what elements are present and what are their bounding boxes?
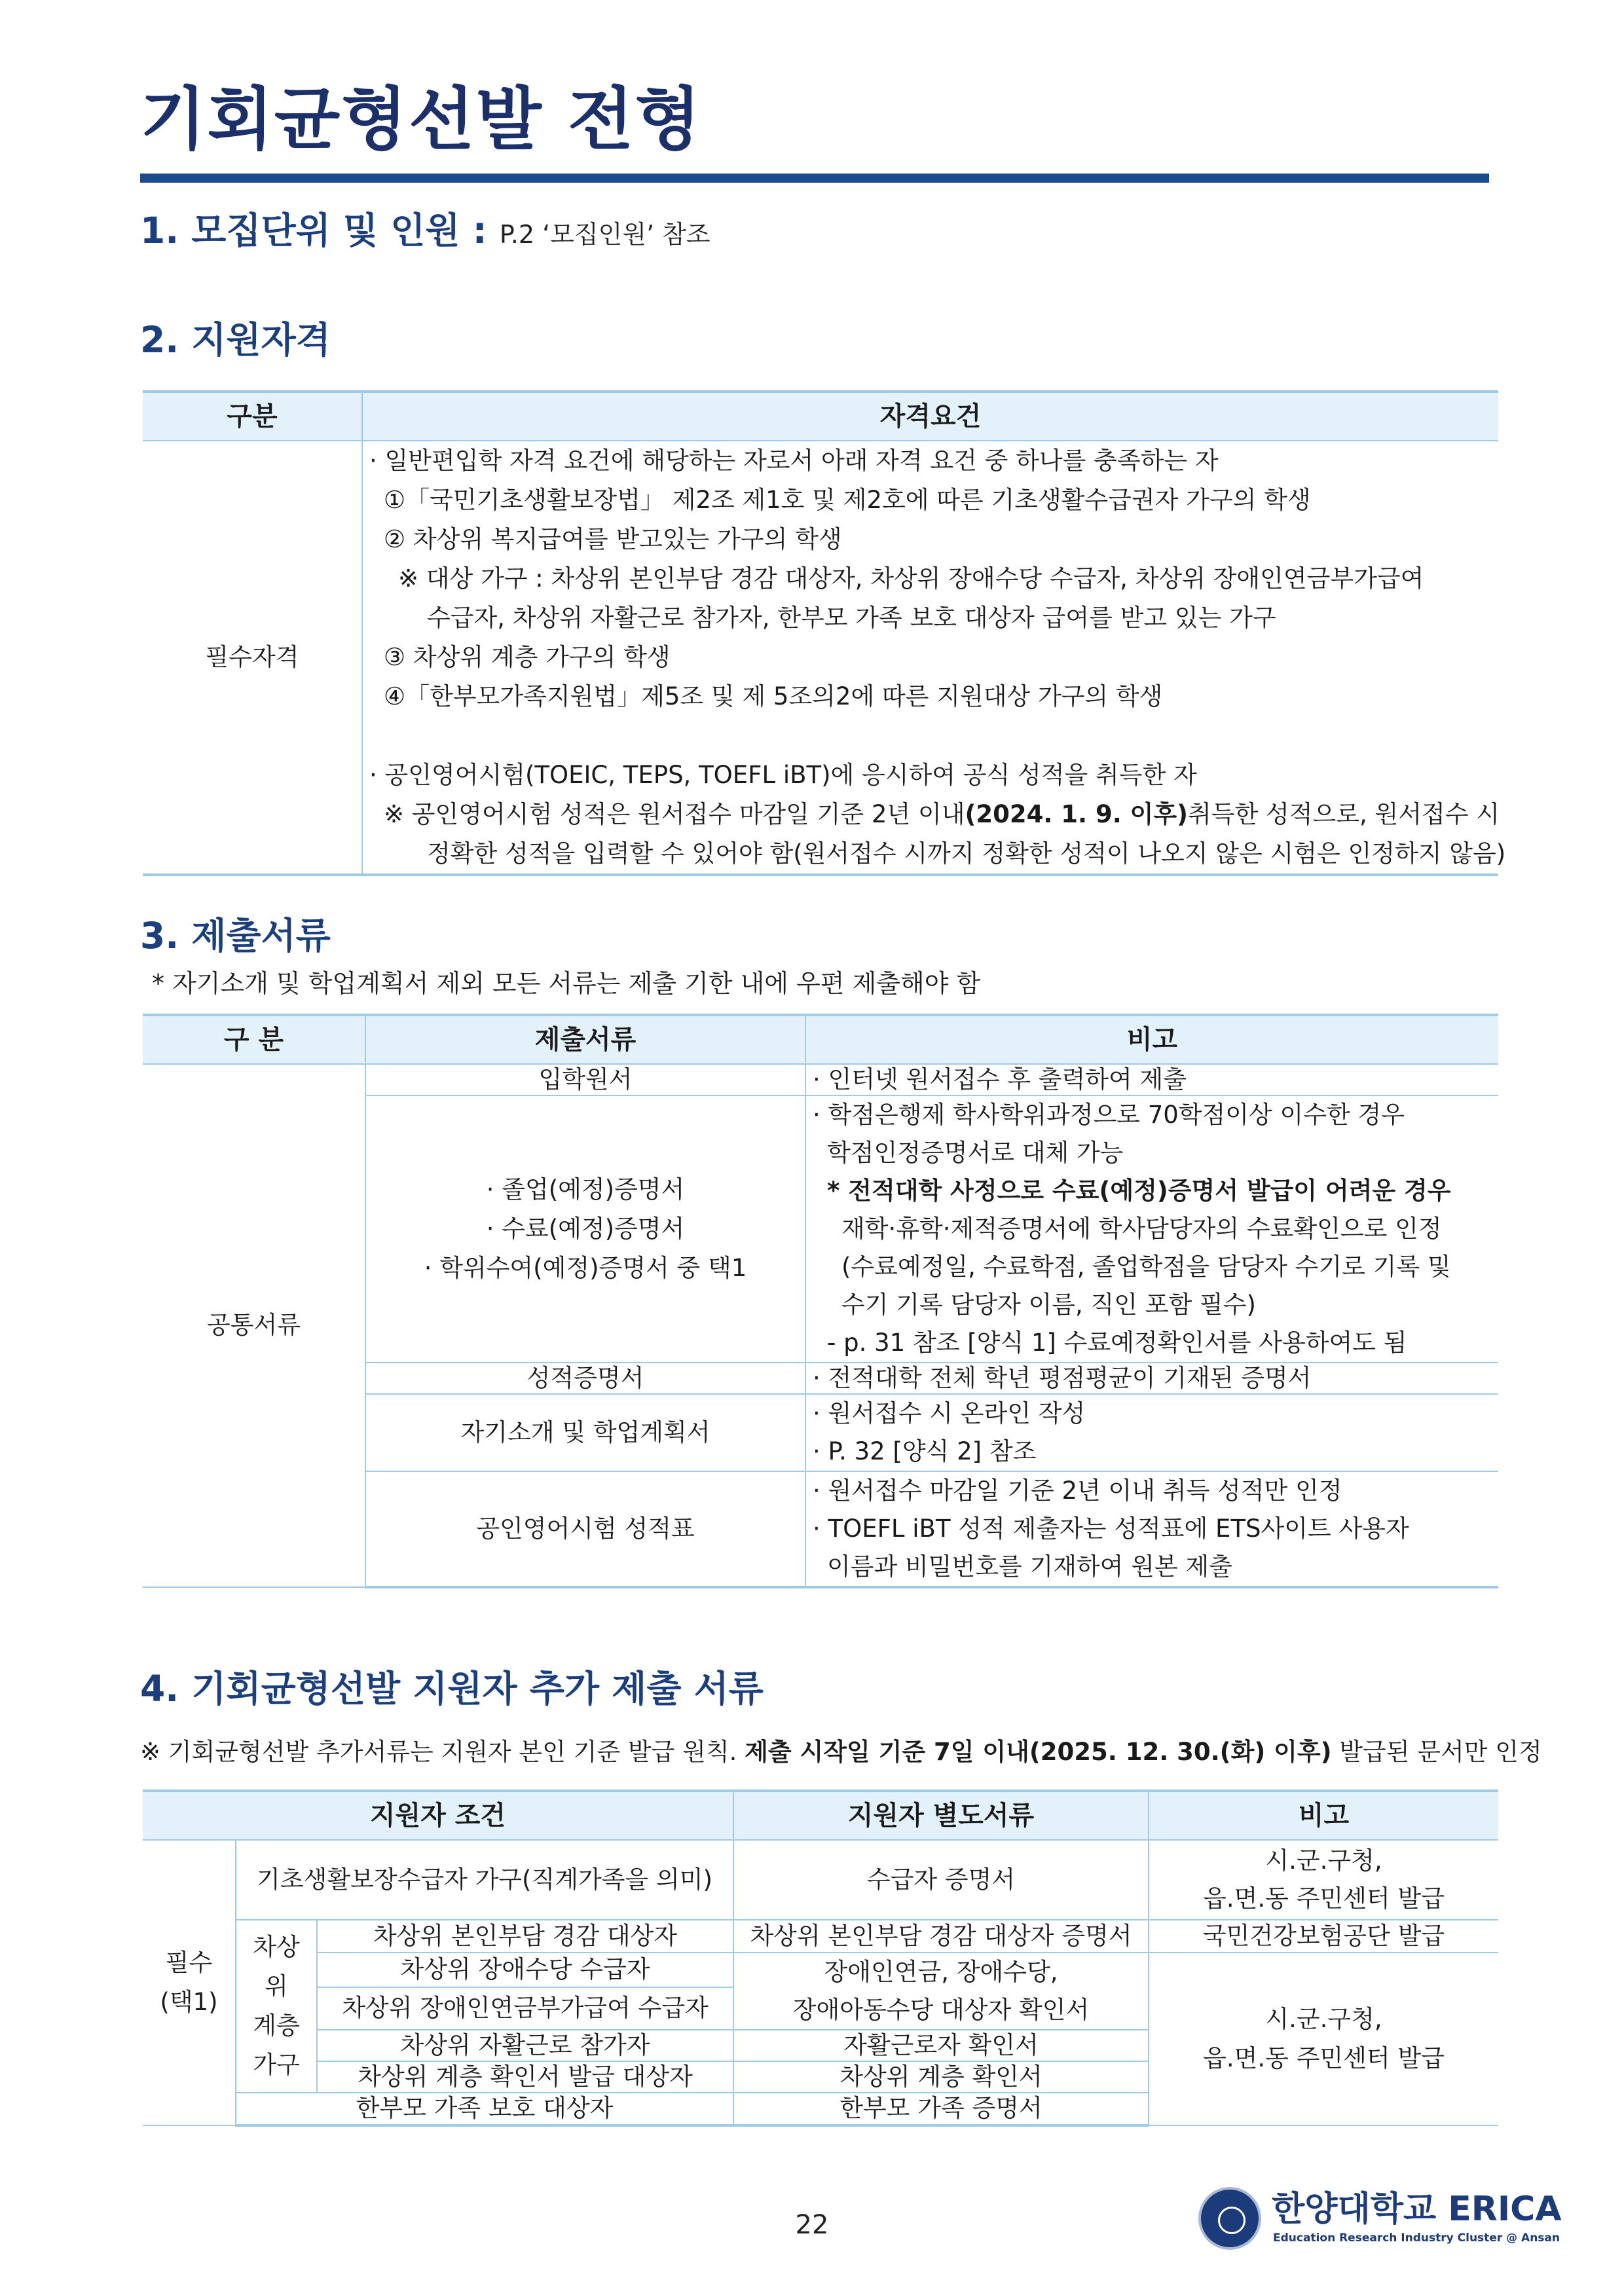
doc-cell: 한부모 가족 증명서 bbox=[733, 2093, 1149, 2125]
table-row bbox=[143, 1840, 1498, 1920]
section-2-heading: 2. 지원자격 bbox=[140, 319, 331, 361]
remark-cell bbox=[805, 1471, 1498, 1587]
req-line: ④「한부모가족지원법」제5조 및 제 5조의2에 따른 지원대상 가구의 학생 bbox=[384, 682, 1163, 710]
req-line: · 공인영어시험(TOEIC, TEPS, TOEFL iBT)에 응시하여 공식 성적을 취득한 자 bbox=[369, 761, 1197, 789]
eligibility-table bbox=[143, 390, 1506, 876]
remark-line: 시.군.구청, bbox=[1265, 1846, 1382, 1875]
doc-cell: 차상위 계층 확인서 bbox=[733, 2061, 1149, 2093]
header-condition: 지원자 조건 bbox=[143, 1791, 733, 1840]
remark-line: 재학·휴학·제적증명서에 학사담당자의 수료확인으로 인정 bbox=[841, 1215, 1442, 1243]
doc-cell: 입학원서 bbox=[365, 1064, 805, 1095]
group-cell bbox=[143, 1840, 236, 2125]
header-remarks: 비고 bbox=[1149, 1791, 1498, 1840]
doc-cell: 공인영어시험 성적표 bbox=[365, 1471, 805, 1587]
remark-line: · 전적대학 전체 학년 평점평균이 기재된 증명서 bbox=[813, 1364, 1312, 1392]
condition-cell: 기초생활보장수급자 가구(직계가족을 의미) bbox=[236, 1840, 733, 1920]
doc-cell: 자기소개 및 학업계획서 bbox=[365, 1394, 805, 1471]
section-4-note-pre: ※ 기회균형선발 추가서류는 지원자 본인 기준 발급 원칙. bbox=[140, 1738, 745, 1766]
group-label: 필수 bbox=[165, 1949, 213, 1977]
remark-line: 학점인정증명서로 대체 가능 bbox=[827, 1139, 1124, 1167]
section-4-note-post: 발급된 문서만 인정 bbox=[1331, 1738, 1542, 1766]
header-category: 구분 bbox=[143, 392, 362, 441]
header-documents: 지원자 별도서류 bbox=[733, 1791, 1149, 1840]
condition-cell: 차상위 계층 확인서 발급 대상자 bbox=[317, 2061, 733, 2093]
doc-line: 장애아동수당 대상자 확인서 bbox=[792, 1996, 1090, 2024]
section-1-heading bbox=[140, 210, 710, 251]
doc-cell: 자활근로자 확인서 bbox=[733, 2030, 1149, 2061]
doc-line: 장애인연금, 장애수당, bbox=[824, 1958, 1058, 1986]
condition-cell: 차상위 장애수당 수급자 bbox=[317, 1953, 733, 1987]
header-category: 구 분 bbox=[143, 1015, 365, 1064]
remark-cell bbox=[805, 1394, 1498, 1471]
table-row bbox=[143, 1920, 1498, 1953]
subgroup-label: 가구 bbox=[253, 2051, 300, 2079]
remark-line: · 원서접수 마감일 기준 2년 이내 취득 성적만 인정 bbox=[813, 1477, 1342, 1505]
doc-cell: 성적증명서 bbox=[365, 1363, 805, 1394]
remark-line: · TOEFL iBT 성적 제출자는 성적표에 ETS사이트 사용자 bbox=[813, 1515, 1409, 1543]
remark-cell bbox=[1149, 1953, 1498, 2125]
remark-line: · 인터넷 원서접수 후 출력하여 제출 bbox=[813, 1065, 1187, 1093]
documents-header-row bbox=[143, 1015, 1498, 1064]
doc-cell: 차상위 본인부담 경감 대상자 증명서 bbox=[733, 1920, 1149, 1953]
university-seal-icon bbox=[1198, 2187, 1261, 2250]
section-3-note: * 자기소개 및 학업계획서 제외 모든 서류는 제출 기한 내에 우편 제출해야 함 bbox=[152, 969, 981, 998]
header-requirements: 자격요건 bbox=[362, 392, 1498, 441]
subgroup-label: 계층 bbox=[253, 2011, 300, 2040]
remark-cell bbox=[805, 1363, 1498, 1394]
remark-cell bbox=[1149, 1840, 1498, 1920]
english-note-line bbox=[369, 795, 1500, 834]
group-label: (택1) bbox=[160, 1988, 218, 2016]
subgroup-label: 차상위 bbox=[253, 1933, 300, 2000]
subgroup-cell bbox=[236, 1920, 317, 2093]
remark-line: 시.군.구청, bbox=[1265, 2005, 1382, 2033]
doc-line: · 졸업(예정)증명서 bbox=[486, 1175, 685, 1203]
title-rule bbox=[140, 174, 1489, 183]
doc-cell: 수급자 증명서 bbox=[733, 1840, 1149, 1920]
remark-line: · 학점은행제 학사학위과정으로 70학점이상 이수한 경우 bbox=[813, 1101, 1405, 1129]
section-4-note-deadline: 제출 시작일 기준 7일 이내(2025. 12. 30.(화) 이후) bbox=[745, 1738, 1332, 1766]
req-line: 수급자, 차상위 자활근로 참가자, 한부모 가족 보호 대상자 급여를 받고 있는 가구 bbox=[427, 604, 1276, 632]
req-line: ③ 차상위 계층 가구의 학생 bbox=[384, 643, 671, 671]
english-note-line-2: 정확한 성적을 입력할 수 있어야 함(원서접수 시까지 정확한 성적이 나오지 않은 시험은 인정하지 않음) bbox=[427, 839, 1506, 868]
section-4-heading: 4. 기회균형선발 지원자 추가 제출 서류 bbox=[140, 1668, 764, 1710]
section-4-note bbox=[140, 1740, 1542, 1764]
page-number: 22 bbox=[795, 2210, 829, 2240]
logo-name: 한양대학교 ERICA bbox=[1272, 2190, 1562, 2229]
category-cell: 필수자격 bbox=[143, 441, 362, 875]
remark-line: · P. 32 [양식 2] 참조 bbox=[813, 1437, 1037, 1465]
remark-cell: 국민건강보험공단 발급 bbox=[1149, 1920, 1498, 1953]
section-1-title: 1. 모집단위 및 인원 : bbox=[140, 210, 487, 251]
remark-line: · 원서접수 시 온라인 작성 bbox=[813, 1399, 1086, 1427]
doc-line: · 학위수여(예정)증명서 중 택1 bbox=[424, 1254, 747, 1282]
remark-line: (수료예정일, 수료학점, 졸업학점을 담당자 수기로 기록 및 bbox=[841, 1253, 1451, 1281]
condition-cell: 한부모 가족 보호 대상자 bbox=[236, 2093, 733, 2125]
english-note-date: (2024. 1. 9. 이후) bbox=[965, 800, 1189, 828]
header-remarks: 비고 bbox=[805, 1015, 1498, 1064]
table-row bbox=[143, 1064, 1498, 1095]
additional-documents-table bbox=[143, 1790, 1498, 2127]
remark-line-emphasis: * 전적대학 사정으로 수료(예정)증명서 발급이 어려운 경우 bbox=[827, 1177, 1451, 1205]
remark-cell bbox=[805, 1064, 1498, 1095]
header-documents: 제출서류 bbox=[365, 1015, 805, 1064]
section-3-heading: 3. 제출서류 bbox=[140, 915, 331, 957]
university-logo bbox=[1198, 2187, 1562, 2252]
logo-subtitle: Education Research Industry Cluster @ Ansan bbox=[1273, 2231, 1560, 2245]
condition-cell: 차상위 장애인연금부가급여 수급자 bbox=[317, 1987, 733, 2030]
req-line: ①「국민기초생활보장법」 제2조 제1호 및 제2호에 따른 기초생활수급권자 가구의 학생 bbox=[384, 486, 1311, 514]
english-note-pre: ※ 공인영어시험 성적은 원서접수 마감일 기준 2년 이내 bbox=[384, 800, 965, 828]
doc-cell bbox=[733, 1953, 1149, 2030]
doc-cell bbox=[365, 1095, 805, 1363]
req-line: · 일반편입학 자격 요건에 해당하는 자로서 아래 자격 요건 중 하나를 충족하는 자 bbox=[369, 447, 1219, 475]
english-note-post: 취득한 성적으로, 원서접수 시 bbox=[1188, 800, 1500, 828]
req-line: ※ 대상 가구 : 차상위 본인부담 경감 대상자, 차상위 장애수당 수급자, 차상위 장애인연금부가급여 bbox=[398, 564, 1424, 593]
remark-line: 읍.면.동 주민센터 발급 bbox=[1203, 2044, 1445, 2072]
eligibility-header-row bbox=[143, 392, 1498, 441]
doc-line: · 수료(예정)증명서 bbox=[486, 1215, 685, 1243]
requirements-cell bbox=[362, 441, 1506, 875]
remark-line: - p. 31 참조 [양식 1] 수료예정확인서를 사용하여도 됨 bbox=[827, 1329, 1407, 1357]
category-cell: 공통서류 bbox=[143, 1064, 365, 1587]
additional-header-row bbox=[143, 1791, 1498, 1840]
condition-cell: 차상위 자활근로 참가자 bbox=[317, 2030, 733, 2061]
condition-cell: 차상위 본인부담 경감 대상자 bbox=[317, 1920, 733, 1953]
table-row bbox=[143, 1953, 1498, 1987]
req-line: ② 차상위 복지급여를 받고있는 가구의 학생 bbox=[384, 525, 842, 553]
remark-line: 이름과 비밀번호를 기재하여 원본 제출 bbox=[827, 1552, 1232, 1581]
page-title: 기회균형선발 전형 bbox=[140, 79, 702, 159]
documents-table bbox=[143, 1014, 1498, 1588]
remark-line: 수기 기록 담당자 이름, 직인 포함 필수) bbox=[841, 1291, 1256, 1319]
eligibility-row bbox=[143, 441, 1498, 875]
section-1-reference: P.2 ‘모집인원’ 참조 bbox=[499, 220, 710, 249]
req-line-blank bbox=[369, 716, 1492, 756]
remark-line: 읍.면.동 주민센터 발급 bbox=[1203, 1884, 1445, 1913]
remark-cell bbox=[805, 1095, 1498, 1363]
